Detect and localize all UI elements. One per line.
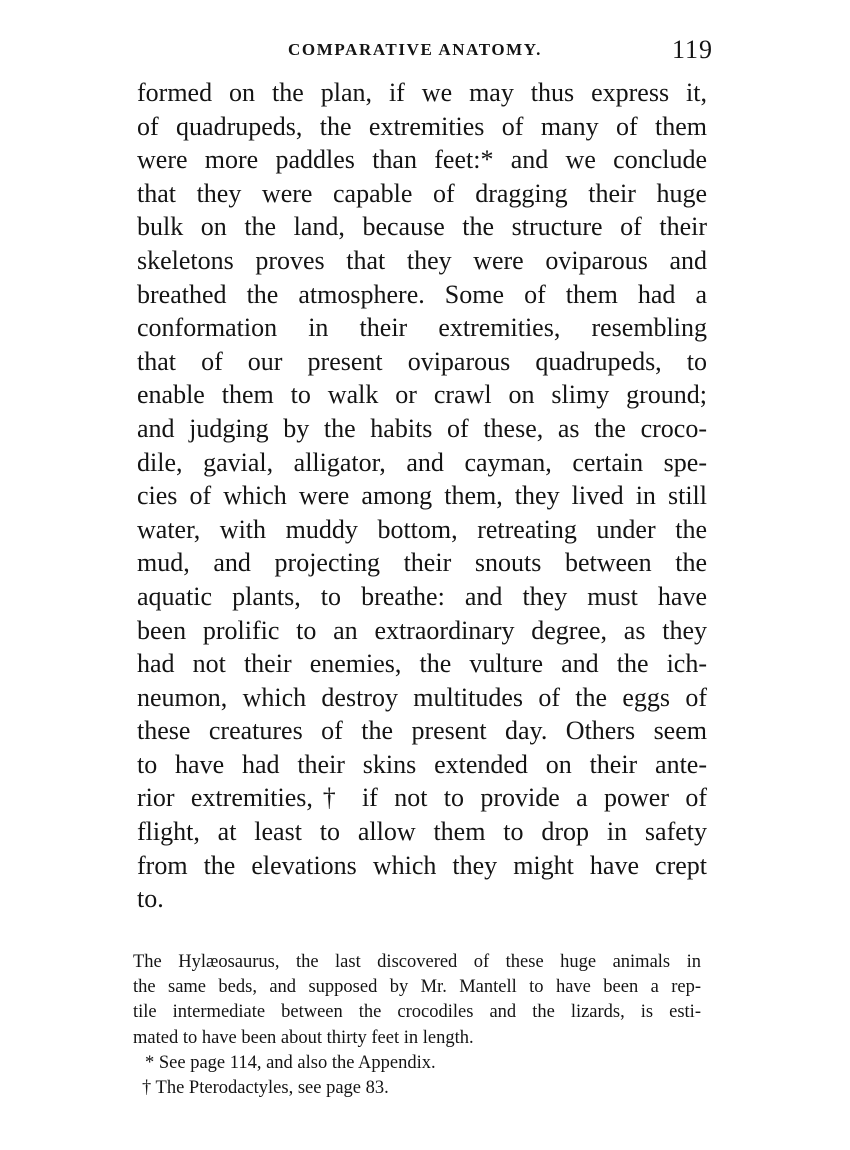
footnote-dagger: † The Pterodactyles, see page 83. (142, 1078, 389, 1099)
body-line: that they were capable of dragging their huge (137, 178, 707, 208)
footnotes (133, 950, 701, 1102)
body-line: that of our present oviparous quadrupeds, to (137, 346, 707, 376)
body-line: conformation in their extremities, resembling (137, 313, 707, 343)
footnote-continuation-line: tile intermediate between the crocodiles and the lizards, is esti- (133, 1002, 701, 1023)
footnote-asterisk: * See page 114, and also the Appendix. (145, 1052, 436, 1073)
body-line: breathed the atmosphere. Some of them had a (137, 279, 707, 309)
body-line: rior extremities,† if not to provide a power of (137, 783, 707, 813)
body-line: skeletons proves that they were oviparous and (137, 245, 707, 275)
body-line: formed on the plan, if we may thus express it, (137, 78, 707, 107)
page-number: 119 (672, 35, 714, 64)
body-line: to. (137, 884, 164, 914)
body-line: dile, gavial, alligator, and cayman, certain spe- (137, 447, 707, 477)
body-line: had not their enemies, the vulture and the ich- (137, 649, 707, 679)
body-line: enable them to walk or crawl on slimy ground; (137, 380, 707, 410)
body-line: been prolific to an extraordinary degree, as they (137, 615, 707, 645)
footnote-continuation-line: The Hylæosaurus, the last discovered of these huge animals in (133, 952, 701, 972)
body-line: to have had their skins extended on their ante- (137, 749, 707, 779)
body-line: were more paddles than feet:* and we conclude (137, 145, 707, 175)
footnote-continuation-line: the same beds, and supposed by Mr. Mantell to have been a rep- (133, 977, 701, 998)
body-line: and judging by the habits of these, as the croco- (137, 413, 707, 443)
body-line: of quadrupeds, the extremities of many of them (137, 111, 707, 141)
body-line: flight, at least to allow them to drop in safety (137, 817, 707, 847)
running-title: COMPARATIVE ANATOMY. (288, 40, 542, 59)
body-line: from the elevations which they might have crept (137, 850, 707, 880)
body-line: these creatures of the present day. Others seem (137, 716, 707, 746)
body-line: bulk on the land, because the structure of their (137, 212, 707, 242)
body-line: cies of which were among them, they lived in still (137, 481, 707, 511)
body-line: neumon, which destroy multitudes of the eggs of (137, 682, 707, 712)
running-head (0, 36, 850, 66)
body-line: mud, and projecting their snouts between the (137, 548, 707, 578)
body-line: water, with muddy bottom, retreating under the (137, 514, 707, 544)
body-line: aquatic plants, to breathe: and they must have (137, 581, 707, 611)
footnote-continuation-line: mated to have been about thirty feet in length. (133, 1027, 474, 1048)
body-text (137, 76, 707, 916)
